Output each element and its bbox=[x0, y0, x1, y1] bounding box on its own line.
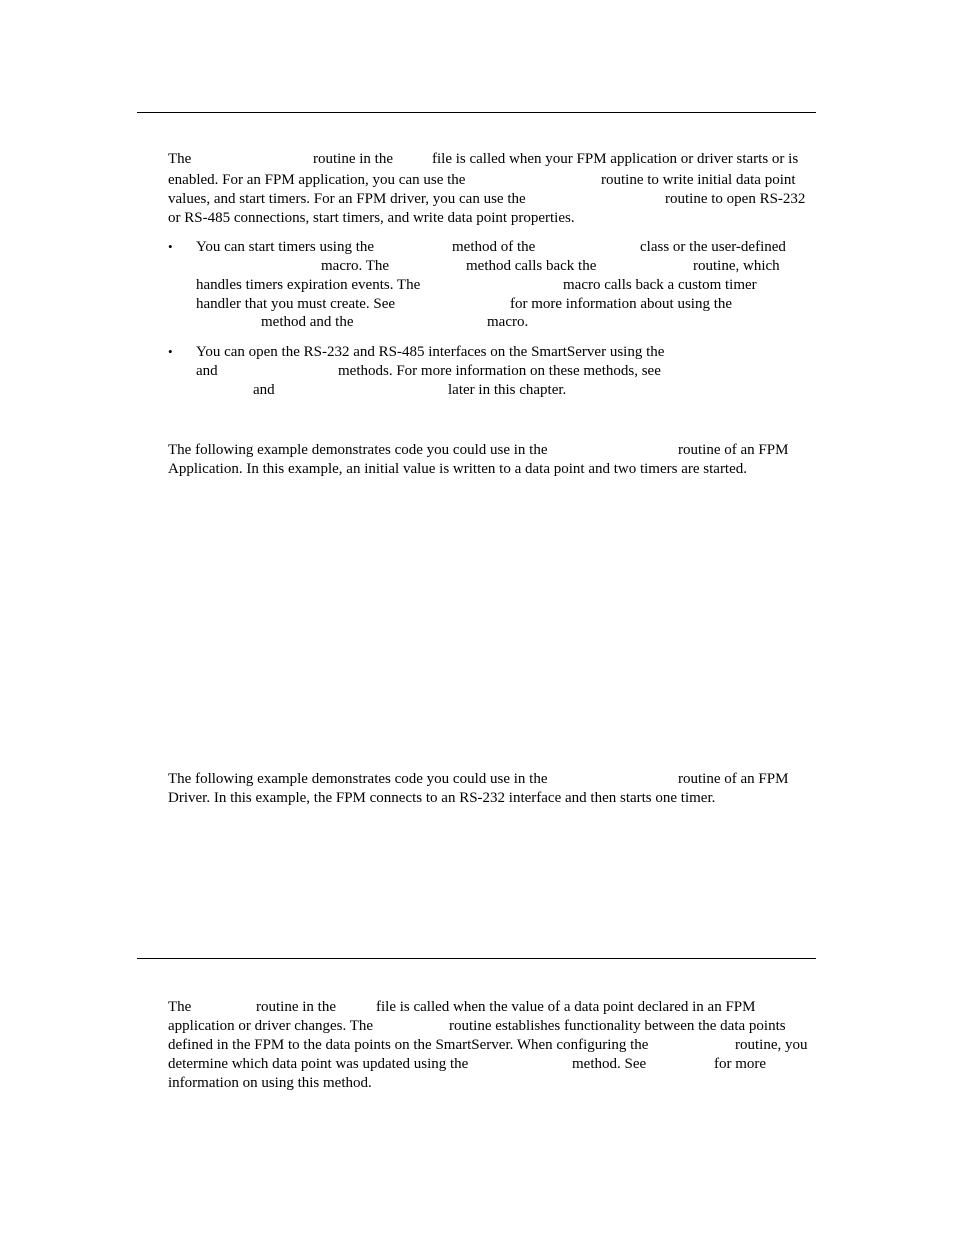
text-fragment: routine in the bbox=[313, 151, 393, 167]
text-fragment: information on using this method. bbox=[168, 1075, 372, 1091]
text-fragment: or RS-485 connections, start timers, and write data point properties. bbox=[168, 210, 575, 226]
bullet-icon: • bbox=[168, 344, 173, 359]
text-fragment: You can open the RS-232 and RS-485 interfaces on the SmartServer using the bbox=[196, 344, 665, 360]
text-fragment: class or the user-defined bbox=[640, 239, 786, 255]
text-fragment: and bbox=[196, 363, 218, 379]
text-fragment: routine to write initial data point bbox=[601, 172, 796, 188]
text-fragment: and bbox=[253, 382, 275, 398]
text-fragment: Application. In this example, an initial value is written to a data point and two timers are started. bbox=[168, 461, 748, 477]
text-fragment: determine which data point was updated using the bbox=[168, 1056, 469, 1072]
text-fragment: later in this chapter. bbox=[448, 382, 567, 398]
text-fragment: macro. The bbox=[321, 258, 390, 274]
text-fragment: routine in the bbox=[256, 999, 336, 1015]
text-fragment: methods. For more information on these methods, see bbox=[338, 363, 661, 379]
text-fragment: application or driver changes. The bbox=[168, 1018, 374, 1034]
text-fragment: for more bbox=[714, 1056, 767, 1072]
text-fragment: routine, which bbox=[693, 258, 780, 274]
text-fragment: macro calls back a custom timer bbox=[563, 277, 757, 293]
text-fragment: The following example demonstrates code you could use in the bbox=[168, 442, 548, 458]
text-fragment: method calls back the bbox=[466, 258, 597, 274]
text-fragment: routine, you bbox=[735, 1037, 808, 1053]
text-fragment: The following example demonstrates code you could use in the bbox=[168, 771, 548, 787]
section-divider bbox=[137, 958, 816, 959]
text-fragment: The bbox=[168, 999, 192, 1015]
text-fragment: routine establishes functionality between the data points bbox=[449, 1018, 786, 1034]
text-fragment: values, and start timers. For an FPM driver, you can use the bbox=[168, 191, 526, 207]
text-fragment: handles timers expiration events. The bbox=[196, 277, 421, 293]
text-fragment: method of the bbox=[452, 239, 536, 255]
text-fragment: Driver. In this example, the FPM connects to an RS-232 interface and then starts one timer. bbox=[168, 790, 716, 806]
text-fragment: macro. bbox=[487, 314, 529, 330]
text-fragment: enabled. For an FPM application, you can use the bbox=[168, 172, 466, 188]
text-fragment: for more information about using the bbox=[510, 296, 733, 312]
text-fragment: You can start timers using the bbox=[196, 239, 375, 255]
text-fragment: routine of an FPM bbox=[678, 771, 789, 787]
text-fragment: defined in the FPM to the data points on the SmartServer. When configuring the bbox=[168, 1037, 649, 1053]
text-fragment: file is called when the value of a data point declared in an FPM bbox=[376, 999, 756, 1015]
bullet-icon: • bbox=[168, 239, 173, 254]
text-fragment: file is called when your FPM application or driver starts or is bbox=[432, 151, 799, 167]
text-fragment: handler that you must create. See bbox=[196, 296, 396, 312]
text-fragment: method and the bbox=[261, 314, 354, 330]
text-fragment: routine to open RS-232 bbox=[665, 191, 806, 207]
text-fragment: method. See bbox=[572, 1056, 647, 1072]
top-divider bbox=[137, 112, 816, 113]
text-fragment: routine of an FPM bbox=[678, 442, 789, 458]
text-fragment: The bbox=[168, 151, 192, 167]
